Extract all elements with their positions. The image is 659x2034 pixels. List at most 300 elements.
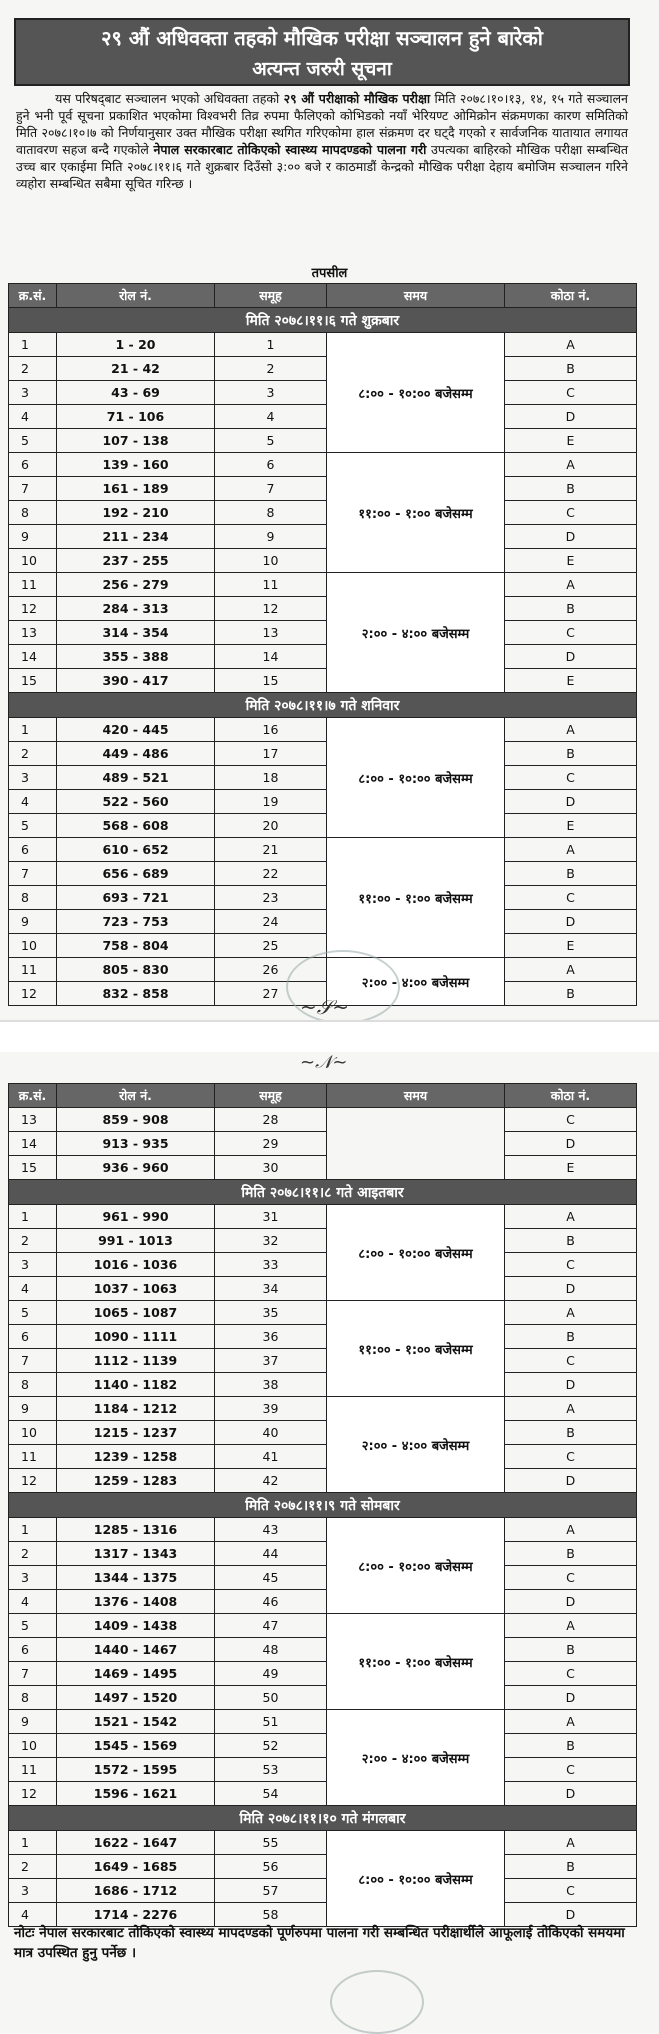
cell-group: 28 [215, 1108, 327, 1132]
cell-room: A [505, 1397, 637, 1421]
notice-text-2: मिति २०७८।१०।१३, १४, १५ गते सञ्चालन हुने भनी पूर्व सूचना प्रकाशित भएकोमा विश्वभरी तिव्र रुपमा फैलिएको कोभिडको नयाँ भेरियण्ट ओमिक्रोन संक्रमणका कारण समितिको मिति २०७८।१०।७ को निर्णयानुसार उक्त मौखिक परीक्षा स्थगित गरिएकोमा हाल संक्रमण दर घट्दै गएको र सार्वजनिक यातायात लगायत वातावरण सहज बन्दै गएकोले [16, 91, 628, 157]
table-row [9, 1349, 637, 1373]
date-label: मिति २०७८।११।७ गते शनिवार [9, 693, 637, 718]
cell-room: A [505, 1301, 637, 1325]
cell-room: B [505, 1421, 637, 1445]
table-row [9, 453, 637, 477]
table-row [9, 718, 637, 742]
table-row [9, 790, 637, 814]
cell-group: 51 [215, 1710, 327, 1734]
cell-room: D [505, 1373, 637, 1397]
cell-group: 8 [215, 501, 327, 525]
table-row [9, 645, 637, 669]
cell-room: A [505, 453, 637, 477]
cell-group: 56 [215, 1855, 327, 1879]
cell-time: ११:०० - १:०० बजेसम्म [327, 453, 505, 573]
date-label: मिति २०७८।११।८ गते आइतबार [9, 1180, 637, 1205]
cell-roll: 1112 - 1139 [57, 1349, 215, 1373]
table-row [9, 1566, 637, 1590]
cell-room: A [505, 1710, 637, 1734]
cell-time [327, 1108, 505, 1180]
cell-group: 41 [215, 1445, 327, 1469]
table-row [9, 549, 637, 573]
table-row [9, 333, 637, 357]
cell-room: A [505, 333, 637, 357]
cell-group: 36 [215, 1325, 327, 1349]
cell-room: B [505, 477, 637, 501]
table-header-row [9, 1084, 637, 1108]
cell-room: B [505, 1638, 637, 1662]
cell-room: B [505, 1229, 637, 1253]
cell-roll: 1497 - 1520 [57, 1686, 215, 1710]
cell-room: C [505, 1108, 637, 1132]
cell-sn: 11 [9, 958, 57, 982]
cell-roll: 859 - 908 [57, 1108, 215, 1132]
cell-group: 55 [215, 1831, 327, 1855]
table-row [9, 766, 637, 790]
cell-sn: 1 [9, 718, 57, 742]
cell-group: 4 [215, 405, 327, 429]
notice-title-box [14, 18, 630, 86]
col-group: समूह [215, 284, 327, 308]
table-row [9, 597, 637, 621]
cell-roll: 1285 - 1316 [57, 1518, 215, 1542]
cell-sn: 15 [9, 669, 57, 693]
table-row [9, 1782, 637, 1806]
cell-sn: 3 [9, 766, 57, 790]
cell-sn: 15 [9, 1156, 57, 1180]
cell-roll: 913 - 935 [57, 1132, 215, 1156]
cell-time: २:०० - ४:०० बजेसम्म [327, 1710, 505, 1806]
cell-sn: 10 [9, 1421, 57, 1445]
cell-room: C [505, 621, 637, 645]
cell-roll: 1 - 20 [57, 333, 215, 357]
cell-room: B [505, 1855, 637, 1879]
cell-room: D [505, 405, 637, 429]
cell-sn: 8 [9, 1686, 57, 1710]
cell-roll: 284 - 313 [57, 597, 215, 621]
footer-note: नोटः नेपाल सरकारबाट तोकिएको स्वास्थ्य मापदण्डको पूर्णरुपमा पालना गरी सम्बन्धित परीक्षार्थीले आफूलाई तोकिएको समयमा मात्र उपस्थित हुनु पर्नेछ । [14, 1925, 625, 1961]
cell-roll: 758 - 804 [57, 934, 215, 958]
cell-sn: 4 [9, 1277, 57, 1301]
cell-sn: 1 [9, 1205, 57, 1229]
cell-sn: 4 [9, 790, 57, 814]
cell-sn: 6 [9, 453, 57, 477]
cell-room: C [505, 1566, 637, 1590]
cell-sn: 2 [9, 1229, 57, 1253]
cell-sn: 3 [9, 1253, 57, 1277]
table-row [9, 1686, 637, 1710]
cell-group: 48 [215, 1638, 327, 1662]
cell-sn: 9 [9, 1397, 57, 1421]
cell-roll: 936 - 960 [57, 1156, 215, 1180]
cell-room: B [505, 742, 637, 766]
cell-roll: 192 - 210 [57, 501, 215, 525]
cell-room: A [505, 1831, 637, 1855]
cell-sn: 11 [9, 1445, 57, 1469]
cell-group: 15 [215, 669, 327, 693]
cell-room: E [505, 1156, 637, 1180]
cell-group: 31 [215, 1205, 327, 1229]
cell-group: 6 [215, 453, 327, 477]
cell-sn: 7 [9, 862, 57, 886]
table-row [9, 357, 637, 381]
table-row [9, 573, 637, 597]
table-row [9, 1397, 637, 1421]
cell-sn: 5 [9, 1614, 57, 1638]
cell-roll: 1215 - 1237 [57, 1421, 215, 1445]
cell-roll: 1376 - 1408 [57, 1590, 215, 1614]
council-stamp-2 [330, 1970, 424, 2034]
cell-sn: 4 [9, 1590, 57, 1614]
signature: ~𝒮~ [300, 995, 349, 1019]
cell-roll: 1572 - 1595 [57, 1758, 215, 1782]
cell-time: ८:०० - १०:०० बजेसम्म [327, 718, 505, 838]
cell-room: A [505, 1518, 637, 1542]
cell-time: ११:०० - १:०० बजेसम्म [327, 1301, 505, 1397]
table-row [9, 1469, 637, 1493]
cell-roll: 139 - 160 [57, 453, 215, 477]
cell-room: D [505, 790, 637, 814]
cell-sn: 5 [9, 429, 57, 453]
cell-sn: 12 [9, 1469, 57, 1493]
cell-group: 34 [215, 1277, 327, 1301]
cell-room: E [505, 934, 637, 958]
cell-time: ११:०० - १:०० बजेसम्म [327, 838, 505, 958]
cell-roll: 314 - 354 [57, 621, 215, 645]
cell-group: 21 [215, 838, 327, 862]
table-row [9, 1132, 637, 1156]
cell-group: 45 [215, 1566, 327, 1590]
cell-room: C [505, 501, 637, 525]
date-row [9, 308, 637, 333]
cell-roll: 1409 - 1438 [57, 1614, 215, 1638]
cell-room: C [505, 381, 637, 405]
cell-group: 43 [215, 1518, 327, 1542]
cell-time: ८:०० - १०:०० बजेसम्म [327, 1831, 505, 1927]
cell-sn: 3 [9, 381, 57, 405]
col-group: समूह [215, 1084, 327, 1108]
cell-room: A [505, 1614, 637, 1638]
cell-roll: 656 - 689 [57, 862, 215, 886]
cell-roll: 522 - 560 [57, 790, 215, 814]
cell-roll: 43 - 69 [57, 381, 215, 405]
notice-bold-2: नेपाल सरकारबाट तोकिएको स्वास्थ्य मापदण्डको पालना गरी [153, 142, 427, 157]
table-row [9, 742, 637, 766]
table-row [9, 669, 637, 693]
cell-sn: 7 [9, 1662, 57, 1686]
cell-group: 46 [215, 1590, 327, 1614]
cell-room: D [505, 1903, 637, 1927]
cell-sn: 4 [9, 405, 57, 429]
cell-sn: 4 [9, 1903, 57, 1927]
col-time: समय [327, 1084, 505, 1108]
cell-roll: 1469 - 1495 [57, 1662, 215, 1686]
cell-sn: 12 [9, 982, 57, 1006]
cell-time: ८:०० - १०:०० बजेसम्म [327, 333, 505, 453]
cell-group: 32 [215, 1229, 327, 1253]
cell-group: 40 [215, 1421, 327, 1445]
cell-room: C [505, 1349, 637, 1373]
cell-group: 2 [215, 357, 327, 381]
cell-group: 1 [215, 333, 327, 357]
table-row [9, 1421, 637, 1445]
cell-roll: 237 - 255 [57, 549, 215, 573]
cell-sn: 1 [9, 1831, 57, 1855]
cell-time: २:०० - ४:०० बजेसम्म [327, 958, 505, 1006]
cell-room: D [505, 1469, 637, 1493]
cell-group: 33 [215, 1253, 327, 1277]
cell-sn: 8 [9, 501, 57, 525]
table-row [9, 1590, 637, 1614]
cell-group: 16 [215, 718, 327, 742]
cell-room: B [505, 357, 637, 381]
cell-room: E [505, 669, 637, 693]
schedule-table-page1 [8, 283, 637, 1006]
cell-sn: 2 [9, 1542, 57, 1566]
cell-roll: 1065 - 1087 [57, 1301, 215, 1325]
date-row [9, 693, 637, 718]
cell-group: 39 [215, 1397, 327, 1421]
cell-roll: 21 - 42 [57, 357, 215, 381]
table-row [9, 910, 637, 934]
cell-room: D [505, 1686, 637, 1710]
cell-roll: 420 - 445 [57, 718, 215, 742]
cell-roll: 832 - 858 [57, 982, 215, 1006]
cell-group: 49 [215, 1662, 327, 1686]
table-row [9, 1108, 637, 1132]
cell-sn: 2 [9, 357, 57, 381]
table-row [9, 405, 637, 429]
cell-group: 47 [215, 1614, 327, 1638]
notice-bold-1: २९ औं परीक्षाको मौखिक परीक्षा [283, 91, 431, 106]
cell-group: 20 [215, 814, 327, 838]
cell-roll: 723 - 753 [57, 910, 215, 934]
cell-roll: 1037 - 1063 [57, 1277, 215, 1301]
cell-roll: 355 - 388 [57, 645, 215, 669]
cell-sn: 13 [9, 1108, 57, 1132]
cell-sn: 6 [9, 838, 57, 862]
cell-sn: 3 [9, 1879, 57, 1903]
table-row [9, 1614, 637, 1638]
notice-text-1: यस परिषद्‌बाट सञ्चालन भएको अधिवक्ता तहको [55, 91, 284, 106]
cell-roll: 1344 - 1375 [57, 1566, 215, 1590]
cell-group: 5 [215, 429, 327, 453]
table-row [9, 621, 637, 645]
col-time: समय [327, 284, 505, 308]
cell-room: D [505, 645, 637, 669]
cell-room: B [505, 597, 637, 621]
cell-group: 57 [215, 1879, 327, 1903]
cell-roll: 610 - 652 [57, 838, 215, 862]
cell-group: 25 [215, 934, 327, 958]
cell-room: D [505, 1782, 637, 1806]
cell-group: 14 [215, 645, 327, 669]
table-row [9, 1229, 637, 1253]
cell-sn: 11 [9, 1758, 57, 1782]
cell-roll: 489 - 521 [57, 766, 215, 790]
table-row [9, 862, 637, 886]
table-row [9, 1445, 637, 1469]
table-row [9, 1710, 637, 1734]
col-room: कोठा नं. [505, 284, 637, 308]
table-row [9, 1831, 637, 1855]
cell-roll: 107 - 138 [57, 429, 215, 453]
cell-room: B [505, 982, 637, 1006]
cell-roll: 1140 - 1182 [57, 1373, 215, 1397]
cell-room: C [505, 1253, 637, 1277]
cell-group: 53 [215, 1758, 327, 1782]
cell-time: ८:०० - १०:०० बजेसम्म [327, 1518, 505, 1614]
cell-group: 52 [215, 1734, 327, 1758]
page-break [0, 1020, 659, 1052]
table-row [9, 1758, 637, 1782]
notice-title: २९ औं अधिवक्ता तहको मौखिक परीक्षा सञ्चालन हुने बारेको [101, 26, 543, 50]
cell-sn: 12 [9, 597, 57, 621]
cell-roll: 390 - 417 [57, 669, 215, 693]
cell-roll: 1622 - 1647 [57, 1831, 215, 1855]
cell-room: D [505, 1590, 637, 1614]
table-row [9, 1734, 637, 1758]
cell-room: A [505, 838, 637, 862]
cell-time: २:०० - ४:०० बजेसम्म [327, 1397, 505, 1493]
cell-roll: 1649 - 1685 [57, 1855, 215, 1879]
table-row [9, 1373, 637, 1397]
cell-sn: 7 [9, 1349, 57, 1373]
cell-room: C [505, 766, 637, 790]
cell-group: 13 [215, 621, 327, 645]
cell-room: D [505, 1132, 637, 1156]
cell-room: C [505, 1758, 637, 1782]
notice-body [16, 90, 628, 192]
cell-roll: 449 - 486 [57, 742, 215, 766]
cell-roll: 1440 - 1467 [57, 1638, 215, 1662]
cell-room: E [505, 549, 637, 573]
cell-roll: 1184 - 1212 [57, 1397, 215, 1421]
notice-text-3: उपत्यका बाहिरको मौखिक परीक्षा सम्बन्धित उच्च बार एकाईमा मिति २०७८।११।६ गते शुक्रबार दिउँसो ३:०० बजे र काठमाडौं केन्द्रको मौखिक परीक्षा देहाय बमोजिम सञ्चालन गरिने व्यहोरा सम्बन्धित सबैमा सूचित गरिन्छ । [16, 142, 629, 191]
cell-room: A [505, 958, 637, 982]
cell-room: A [505, 573, 637, 597]
cell-roll: 1714 - 2276 [57, 1903, 215, 1927]
table-row [9, 886, 637, 910]
cell-room: B [505, 862, 637, 886]
cell-sn: 10 [9, 1734, 57, 1758]
cell-room: A [505, 1205, 637, 1229]
cell-roll: 71 - 106 [57, 405, 215, 429]
cell-sn: 1 [9, 1518, 57, 1542]
table-row [9, 429, 637, 453]
cell-group: 7 [215, 477, 327, 501]
col-roll: रोल नं. [57, 1084, 215, 1108]
cell-roll: 211 - 234 [57, 525, 215, 549]
table-row [9, 1205, 637, 1229]
cell-group: 17 [215, 742, 327, 766]
cell-roll: 1090 - 1111 [57, 1325, 215, 1349]
cell-group: 11 [215, 573, 327, 597]
cell-roll: 1521 - 1542 [57, 1710, 215, 1734]
table-row [9, 1662, 637, 1686]
cell-group: 3 [215, 381, 327, 405]
cell-sn: 12 [9, 1782, 57, 1806]
cell-group: 50 [215, 1686, 327, 1710]
cell-time: ८:०० - १०:०० बजेसम्म [327, 1205, 505, 1301]
cell-group: 54 [215, 1782, 327, 1806]
col-room: कोठा नं. [505, 1084, 637, 1108]
cell-group: 26 [215, 958, 327, 982]
table-row [9, 501, 637, 525]
date-label: मिति २०७८।११।१० गते मंगलबार [9, 1806, 637, 1831]
cell-roll: 1259 - 1283 [57, 1469, 215, 1493]
cell-group: 58 [215, 1903, 327, 1927]
cell-sn: 2 [9, 742, 57, 766]
cell-sn: 14 [9, 645, 57, 669]
table-header-row [9, 284, 637, 308]
cell-group: 35 [215, 1301, 327, 1325]
cell-sn: 8 [9, 886, 57, 910]
col-sn: क्र.सं. [9, 284, 57, 308]
cell-sn: 9 [9, 910, 57, 934]
cell-roll: 693 - 721 [57, 886, 215, 910]
cell-group: 23 [215, 886, 327, 910]
cell-sn: 11 [9, 573, 57, 597]
cell-time: ११:०० - १:०० बजेसम्म [327, 1614, 505, 1710]
cell-room: B [505, 1325, 637, 1349]
cell-room: C [505, 1662, 637, 1686]
table-row [9, 838, 637, 862]
cell-sn: 9 [9, 1710, 57, 1734]
cell-room: E [505, 429, 637, 453]
cell-sn: 9 [9, 525, 57, 549]
cell-group: 9 [215, 525, 327, 549]
cell-room: E [505, 814, 637, 838]
cell-group: 18 [215, 766, 327, 790]
cell-sn: 5 [9, 814, 57, 838]
cell-room: D [505, 1277, 637, 1301]
cell-time: २:०० - ४:०० बजेसम्म [327, 573, 505, 693]
table-row [9, 1542, 637, 1566]
table-row [9, 1301, 637, 1325]
cell-room: A [505, 718, 637, 742]
date-row [9, 1806, 637, 1831]
cell-sn: 8 [9, 1373, 57, 1397]
cell-sn: 7 [9, 477, 57, 501]
cell-sn: 6 [9, 1325, 57, 1349]
table-row [9, 525, 637, 549]
notice-subtitle: अत्यन्त जरुरी सूचना [252, 58, 392, 80]
cell-group: 10 [215, 549, 327, 573]
table-row [9, 1156, 637, 1180]
signature-2: ~𝒩~ [300, 1052, 348, 1073]
cell-roll: 1016 - 1036 [57, 1253, 215, 1277]
cell-group: 12 [215, 597, 327, 621]
cell-roll: 805 - 830 [57, 958, 215, 982]
table-row [9, 477, 637, 501]
table-row [9, 1277, 637, 1301]
table-row [9, 1855, 637, 1879]
cell-roll: 991 - 1013 [57, 1229, 215, 1253]
schedule-table-page2 [8, 1083, 637, 1927]
cell-room: B [505, 1734, 637, 1758]
cell-roll: 256 - 279 [57, 573, 215, 597]
cell-group: 27 [215, 982, 327, 1006]
table-row [9, 1325, 637, 1349]
cell-room: C [505, 1879, 637, 1903]
cell-group: 30 [215, 1156, 327, 1180]
cell-room: C [505, 886, 637, 910]
table-row [9, 1879, 637, 1903]
cell-group: 37 [215, 1349, 327, 1373]
cell-sn: 5 [9, 1301, 57, 1325]
